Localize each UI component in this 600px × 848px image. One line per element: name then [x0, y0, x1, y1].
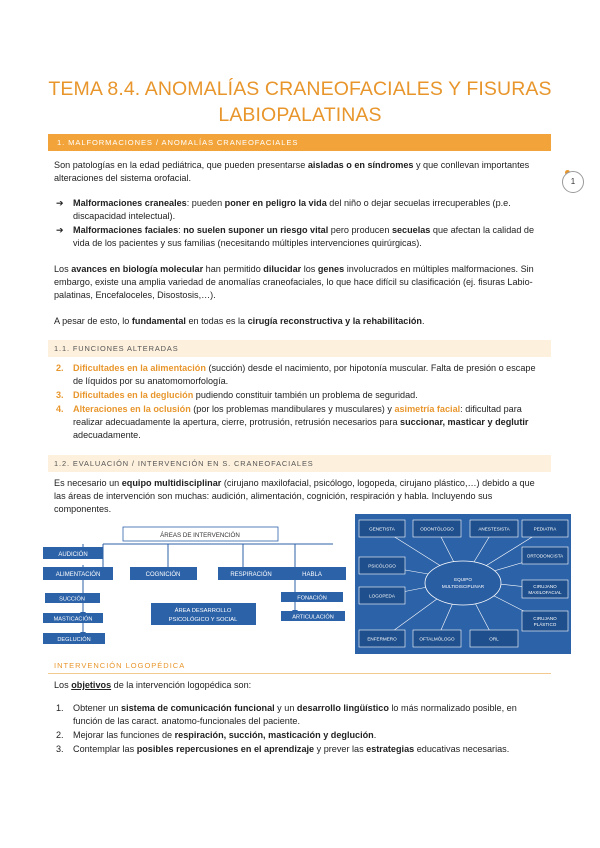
node-odontologo: ODONTÓLOGO — [420, 526, 454, 532]
equipo-multidisciplinar-diagram — [355, 514, 571, 654]
svg-text:COGNICIÓN: COGNICIÓN — [145, 572, 181, 578]
intro-paragraph: Son patologías en la edad pediátrica, que pueden presentarse aisladas o en síndromes y que conllevan importantes alteraciones del sistema orofacial. — [54, 160, 530, 183]
equipo-paragraph: Es necesario un equipo multidisciplinar (cirujano maxilofacial, psicólogo, logopeda, cirujano plástico,…) debido a que las áreas de intervención son muchas: audición, alimentación, cognición, respiración y habla. Incluyendo sus componentes. — [54, 478, 535, 514]
node-plastico-2: PLÁSTICO — [533, 622, 557, 627]
node-maxilofacial-2: MAXILOFACIAL — [528, 590, 562, 595]
page-title — [30, 76, 570, 128]
node-maxilofacial-1: CIRUJANO — [533, 584, 557, 589]
funcion-item-oclusion: 4. Alteraciones en la oclusión (por los problemas mandibulares y musculares) y asimetría facial: dificultad para realizar adecuadamente la apertura, cierre, protrusión, retrusión necesarios para succionar, masticar y deglutir adecuadamente. — [56, 404, 529, 440]
node-genetista: GENETISTA — [369, 526, 395, 532]
svg-text:PSICOLÓGICO Y SOCIAL: PSICOLÓGICO Y SOCIAL — [168, 617, 238, 623]
intervencion-logopedica-label: INTERVENCIÓN LOGOPÉDICA — [54, 661, 186, 670]
section-heading-malformaciones: 1. MALFORMACIONES / ANOMALÍAS CRANEOFACIALES — [48, 134, 551, 151]
center-ellipse — [425, 561, 501, 605]
svg-text:ALIMENTACIÓN: ALIMENTACIÓN — [55, 572, 101, 578]
node-ortodoncista: ORTODONCISTA — [526, 553, 564, 559]
objetivo-item-1: 1. Obtener un sistema de comunicación funcional y un desarrollo lingüístico lo más normalizado posible, en función de las caract. anatomo-funcionales del paciente. — [56, 703, 517, 726]
objetivo-item-3: 3. Contemplar las posibles repercusiones en el aprendizaje y prever las estrategias educativas necesarias. — [56, 744, 510, 754]
avances-paragraph: Los avances en biología molecular han permitido dilucidar los genes involucrados en múltiples malformaciones. Sin embargo, existe una amplia variedad de anomalías craneofaciales, lo que hace difícil su clasificación (ej. fisuras Labio-palatinas, Encefaloceles, Disostosis,…). — [54, 264, 534, 300]
svg-text:MASTICACIÓN: MASTICACIÓN — [53, 616, 93, 623]
svg-text:ÁREA DESARROLLO: ÁREA DESARROLLO — [174, 608, 232, 614]
bullet-malformaciones-craneales: ➔ Malformaciones craneales: pueden poner en peligro la vida del niño o dejar secuelas irrecuperables (p.e. discapacidad intelectual). — [56, 198, 511, 221]
node-enfermero: ENFERMERO — [367, 636, 397, 642]
arrow-icon: ➔ — [56, 225, 64, 235]
divider — [48, 673, 551, 674]
bullet-malformaciones-faciales: ➔ Malformaciones faciales: no suelen suponer un riesgo vital pero producen secuelas que afectan la calidad de vida de los pacientes y sus familias (necesitando múltiples intervenciones quirúrgicas). — [56, 225, 535, 248]
node-pediatra: PEDIATRA — [533, 526, 557, 532]
svg-text:RESPIRACIÓN: RESPIRACIÓN — [230, 572, 272, 578]
funcion-item-alimentacion: 2. Dificultades en la alimentación (succión) desde el nacimiento, por hipotonía muscular. Falta de presión o escape de líquidos por su anatomomorfología. — [56, 363, 536, 386]
title-line-1: TEMA 8.4. ANOMALÍAS CRANEOFACIALES Y FISURAS — [48, 78, 552, 100]
title-line-2: LABIOPALATINAS — [218, 104, 382, 126]
subsection-evaluacion: 1.2. EVALUACIÓN / INTERVENCIÓN EN S. CRANEOFACIALES — [48, 455, 551, 472]
node-anestesista: ANESTESISTA — [478, 526, 510, 532]
arrow-icon: ➔ — [56, 198, 64, 208]
node-oftalmologo: OFTALMÓLOGO — [419, 636, 455, 642]
svg-text:FONACIÓN: FONACIÓN — [297, 595, 327, 602]
node-psicologo: PSICÓLOGO — [368, 563, 396, 569]
svg-text:HABLA: HABLA — [302, 572, 322, 578]
node-orl: ORL — [489, 636, 499, 642]
svg-text:DEGLUCIÓN: DEGLUCIÓN — [57, 637, 91, 643]
svg-text:ARTICULACIÓN: ARTICULACIÓN — [292, 614, 334, 621]
svg-text:SUCCIÓN: SUCCIÓN — [59, 596, 85, 603]
objetivo-item-2: 2. Mejorar las funciones de respiración, succión, masticación y deglución. — [56, 730, 377, 740]
subsection-funciones-alteradas: 1.1. FUNCIONES ALTERADAS — [48, 340, 551, 357]
apesar-paragraph: A pesar de esto, lo fundamental en todas es la cirugía reconstructiva y la rehabilitación. — [54, 316, 425, 326]
header-label: ÁREAS DE INTERVENCIÓN — [160, 532, 240, 539]
page-number-badge[interactable]: 1 — [562, 171, 584, 193]
funcion-item-deglucion: 3. Dificultades en la deglución pudiendo constituir también un problema de seguridad. — [56, 390, 418, 400]
node-plastico-1: CIRUJANO — [533, 616, 557, 621]
center-line2: MULTIDISCIPLINAR — [441, 584, 485, 589]
areas-intervencion-diagram — [33, 518, 353, 652]
objetivos-intro: Los objetivos de la intervención logopédica son: — [54, 680, 252, 690]
node-logopeda: LOGOPEDA — [369, 593, 395, 599]
center-line1: EQUIPO — [454, 577, 472, 582]
svg-text:AUDICIÓN: AUDICIÓN — [58, 552, 88, 558]
